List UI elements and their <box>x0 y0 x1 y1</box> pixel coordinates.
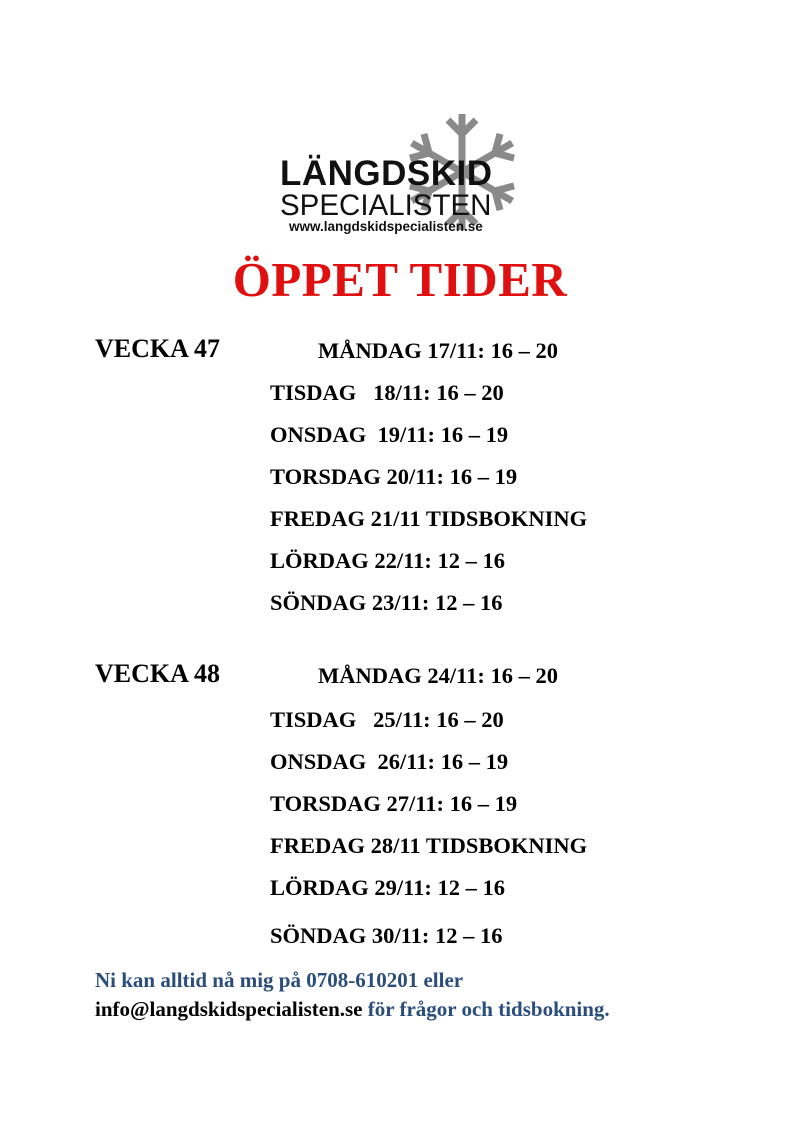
brand-name-line2: SPECIALISTEN <box>280 189 492 222</box>
schedule-row: ONSDAG 26/11: 16 – 19 <box>270 749 509 774</box>
schedule-row: TISDAG 18/11: 16 – 20 <box>270 380 504 405</box>
page-title: ÖPPET TIDER <box>232 252 568 307</box>
brand-logo <box>270 110 530 240</box>
schedule-row: MÅNDAG 17/11: 16 – 20 <box>318 338 558 363</box>
schedule-row: SÖNDAG 30/11: 12 – 16 <box>270 923 503 948</box>
week-label-47: VECKA 47 <box>95 334 220 363</box>
contact-email[interactable]: info@langdskidspecialisten.se <box>95 997 363 1021</box>
schedule-row: FREDAG 28/11 TIDSBOKNING <box>270 833 588 858</box>
contact-line: Ni kan alltid nå mig på 0708-610201 eller <box>95 968 464 992</box>
schedule-row: LÖRDAG 29/11: 12 – 16 <box>270 875 506 900</box>
contact-line-2 <box>95 999 610 1020</box>
schedule-row: LÖRDAG 22/11: 12 – 16 <box>270 548 506 573</box>
schedule-row: TISDAG 25/11: 16 – 20 <box>270 707 504 732</box>
contact-line-rest: för frågor och tidsbokning. <box>362 997 610 1021</box>
brand-url: www.langdskidspecialisten.se <box>289 219 483 234</box>
brand-name-line1: LÄNGDSKID <box>280 154 493 193</box>
schedule-row: SÖNDAG 23/11: 12 – 16 <box>270 590 503 615</box>
schedule-row: TORSDAG 27/11: 16 – 19 <box>270 791 518 816</box>
schedule-row: ONSDAG 19/11: 16 – 19 <box>270 422 509 447</box>
schedule-row: TORSDAG 20/11: 16 – 19 <box>270 464 518 489</box>
week-label-48: VECKA 48 <box>95 659 220 688</box>
schedule-row: MÅNDAG 24/11: 16 – 20 <box>318 663 558 688</box>
schedule-row: FREDAG 21/11 TIDSBOKNING <box>270 506 588 531</box>
